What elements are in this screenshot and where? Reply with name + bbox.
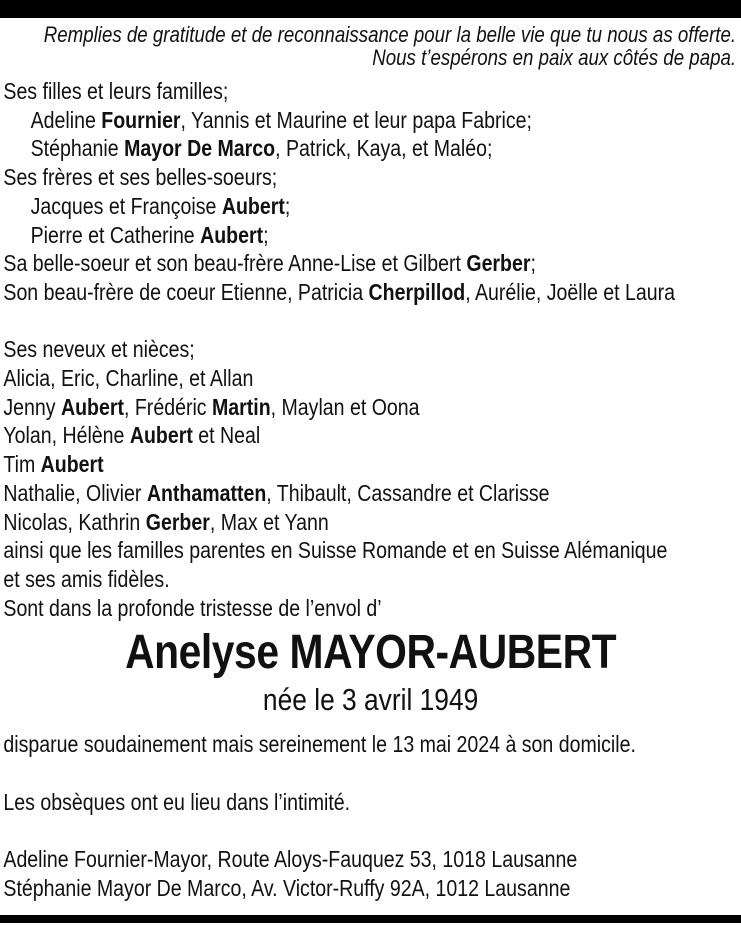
family-line (3, 77, 741, 106)
funeral-line: Les obsèques ont eu lieu dans l’intimité. (3, 788, 351, 815)
family-name-bold: Fournier (101, 106, 181, 133)
text-segment: , Max et Yann (209, 508, 329, 535)
epigraph-line: Remplies de gratitude et de reconnaissance pour la belle vie que tu nous as offerte. (43, 22, 737, 47)
text-segment: Ses filles et leurs familles; (3, 78, 229, 104)
epigraph-line: Nous t’espérons en paix aux côtés de papa. (372, 44, 737, 70)
text-segment: Jacques et Françoise (30, 192, 222, 219)
text-segment: Ses frères et ses belles-soeurs; (3, 164, 278, 191)
family-name-bold: Aubert (221, 192, 285, 219)
family-name-bold: Gerber (145, 508, 210, 535)
text-segment: Tim (3, 451, 41, 478)
bottom-border-bar (0, 915, 741, 923)
family-line (3, 221, 741, 250)
text-segment: ; (530, 250, 536, 277)
text-segment: Ses neveux et nièces; (3, 336, 195, 363)
death-line: disparue soudainement mais sereinement le 13 mai 2024 à son domicile. (3, 731, 636, 758)
family-name-bold: Anthamatten (146, 479, 267, 506)
text-segment: ainsi que les familles parentes en Suisse Romande et en Suisse Alémanique (3, 537, 668, 564)
family-name-bold: Martin (212, 393, 271, 420)
family-line (3, 479, 741, 508)
text-segment: Sa belle-soeur et son beau-frère Anne-Lise et Gilbert (3, 250, 467, 277)
address-line: Stéphanie Mayor De Marco, Av. Victor-Ruffy 92A, 1012 Lausanne (3, 874, 571, 901)
text-segment: , Frédéric (124, 393, 213, 420)
family-name-bold: Aubert (129, 422, 193, 449)
text-segment: Nathalie, Olivier (3, 479, 147, 506)
family-line (3, 536, 741, 565)
family-line (3, 421, 741, 450)
family-line (3, 393, 741, 422)
family-line (3, 594, 741, 623)
address-list (0, 845, 741, 902)
text-segment: , Aurélie, Joëlle et Laura (465, 278, 675, 305)
text-segment: Sont dans la profonde tristesse de l’envol d’ (3, 594, 382, 621)
family-name-bold: Aubert (200, 221, 264, 248)
family-line (3, 134, 741, 163)
text-segment: , Patrick, Kaya, et Maléo; (275, 135, 493, 162)
deceased-name: Anelyse MAYOR-AUBERT (125, 626, 617, 680)
family-name-bold: Aubert (61, 393, 125, 420)
family-name-bold: Mayor De Marco (124, 135, 276, 162)
family-name-bold: Gerber (466, 250, 531, 277)
family-line (3, 192, 741, 221)
text-segment: , Maylan et Oona (270, 393, 420, 420)
text-segment: Stéphanie (30, 135, 125, 162)
family-list (0, 77, 741, 622)
family-line (3, 278, 741, 307)
text-segment: Jenny (3, 393, 62, 420)
text-segment: Nicolas, Kathrin (3, 508, 146, 535)
text-segment: , Thibault, Cassandre et Clarisse (266, 479, 550, 506)
family-line (3, 249, 741, 278)
address-line: Adeline Fournier-Mayor, Route Aloys-Fauquez 53, 1018 Lausanne (3, 846, 578, 873)
birth-date-line: née le 3 avril 1949 (262, 682, 479, 718)
family-name-bold: Aubert (40, 451, 104, 478)
family-line (3, 364, 741, 393)
family-line (3, 450, 741, 479)
text-segment: Adeline (30, 106, 102, 133)
text-segment: ; (284, 192, 291, 219)
family-line (3, 335, 741, 364)
epigraph (0, 24, 741, 69)
text-segment: ; (263, 221, 269, 248)
text-segment: Yolan, Hélène (3, 422, 130, 449)
family-line (3, 163, 741, 192)
family-line (3, 106, 741, 135)
family-line (3, 565, 741, 594)
family-line (3, 508, 741, 537)
text-segment: Son beau-frère de coeur Etienne, Patricia (3, 278, 369, 305)
text-segment: et Neal (192, 422, 261, 449)
text-segment: Alicia, Eric, Charline, et Allan (3, 365, 254, 392)
text-segment: Pierre et Catherine (30, 221, 201, 248)
text-segment: , Yannis et Maurine et leur papa Fabrice; (180, 106, 532, 133)
text-segment: et ses amis fidèles. (3, 565, 170, 592)
family-name-bold: Cherpillod (368, 278, 466, 305)
